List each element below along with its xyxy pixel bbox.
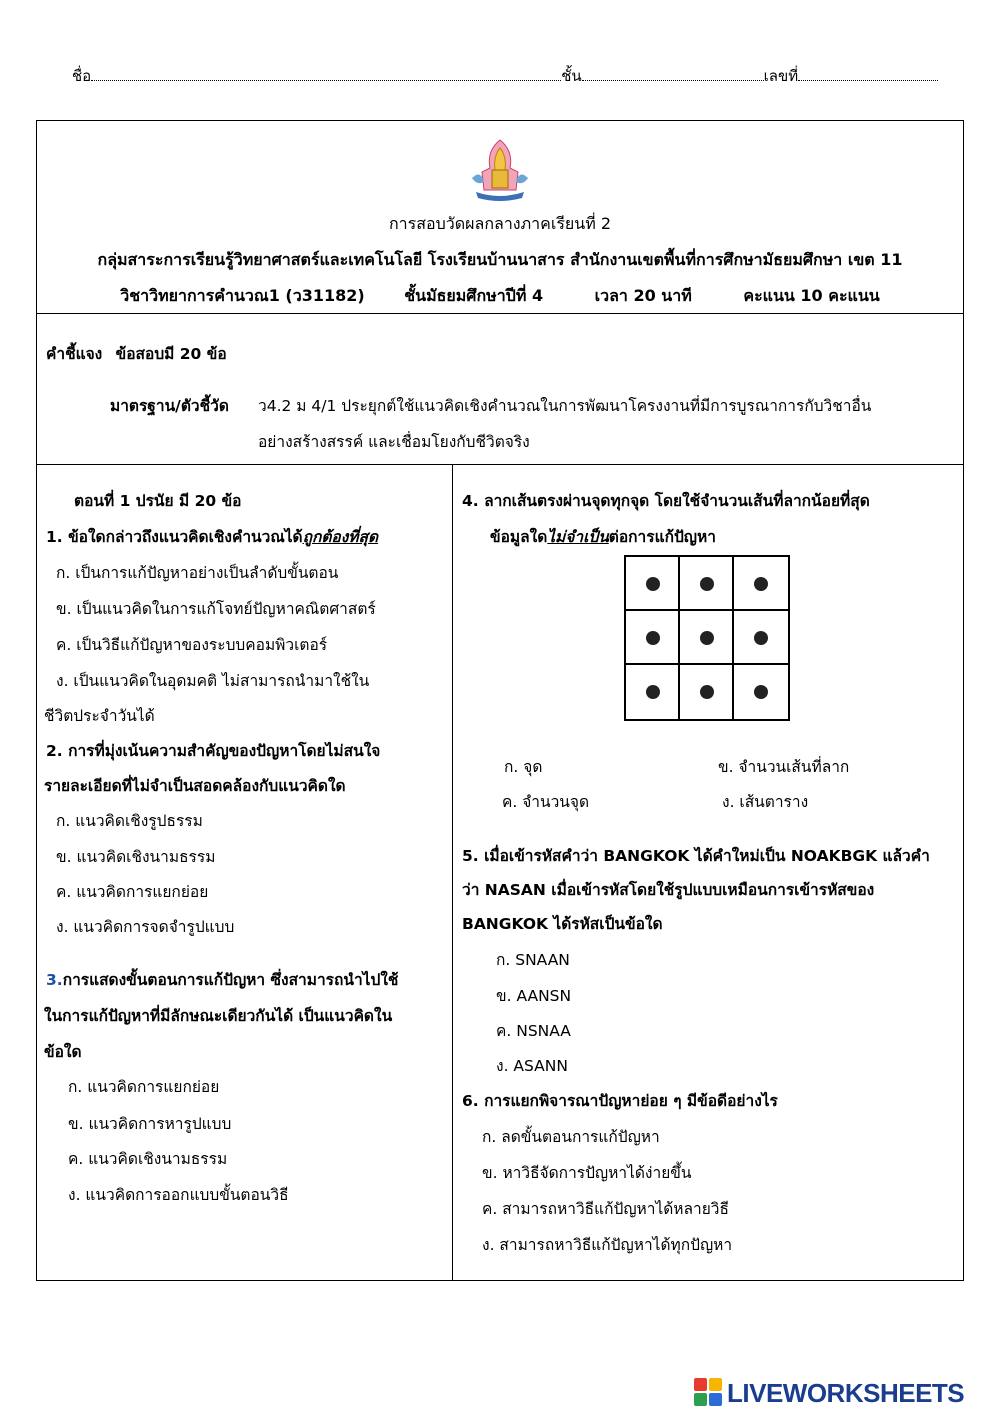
question-4-text: ข้อมูลใด bbox=[490, 528, 548, 546]
name-blank[interactable] bbox=[91, 66, 561, 81]
q1-option-c[interactable]: ค. เป็นวิธีแก้ปัญหาของระบบคอมพิวเตอร์ bbox=[56, 636, 328, 654]
q4-option-a[interactable]: ก. จุด bbox=[504, 758, 543, 776]
grid-cell bbox=[626, 611, 680, 665]
question-3-number: 3. bbox=[46, 971, 63, 989]
q6-option-b[interactable]: ข. หาวิธีจัดการปัญหาได้ง่ายขึ้น bbox=[482, 1164, 692, 1182]
q3-option-c[interactable]: ค. แนวคิดเชิงนามธรรม bbox=[68, 1150, 228, 1168]
instructions-text: ข้อสอบมี 20 ข้อ bbox=[115, 345, 227, 363]
grid-cell bbox=[626, 665, 680, 719]
grid-dot bbox=[700, 577, 714, 591]
question-2-line-2: รายละเอียดที่ไม่จำเป็นสอดคล้องกับแนวคิดใด bbox=[44, 777, 346, 795]
question-1 bbox=[46, 524, 378, 549]
grid-cell bbox=[680, 611, 734, 665]
grid-cell bbox=[734, 611, 788, 665]
q2-option-c[interactable]: ค. แนวคิดการแยกย่อย bbox=[56, 883, 209, 901]
q1-option-a[interactable]: ก. เป็นการแก้ปัญหาอย่างเป็นลำดับขั้นตอน bbox=[56, 564, 339, 582]
liveworksheets-text: LIVEWORKSHEETS bbox=[727, 1377, 965, 1408]
question-4-line-1: 4. ลากเส้นตรงผ่านจุดทุกจุด โดยใช้จำนวนเส้นที่ลากน้อยที่สุด bbox=[462, 492, 870, 510]
q6-option-a[interactable]: ก. ลดขั้นตอนการแก้ปัญหา bbox=[482, 1128, 660, 1146]
question-5-line-3: BANGKOK ได้รหัสเป็นข้อใด bbox=[462, 915, 663, 933]
grid-dot bbox=[700, 685, 714, 699]
grade-blank[interactable] bbox=[582, 66, 764, 81]
grade-level: ชั้นมัธยมศึกษาปีที่ 4 bbox=[404, 286, 544, 305]
question-3-line-1 bbox=[46, 967, 398, 992]
grid-cell bbox=[680, 665, 734, 719]
standard-line-2: อย่างสร้างสรรค์ และเชื่อมโยงกับชีวิตจริง bbox=[258, 433, 530, 451]
question-5-line-2: ว่า NASAN เมื่อเข้ารหัสโดยใช้รูปแบบเหมือนการเข้ารหัสของ bbox=[462, 881, 875, 899]
q1-option-d[interactable]: ง. เป็นแนวคิดในอุดมคติ ไม่สามารถนำมาใช้ใน bbox=[56, 672, 370, 690]
number-label: เลขที่ bbox=[763, 67, 799, 85]
standard-line-1: ว4.2 ม 4/1 ประยุกต์ใช้แนวคิดเชิงคำนวณในการพัฒนาโครงงานที่มีการบูรณาการกับวิชาอื่น bbox=[258, 397, 872, 415]
question-2-line-1: 2. การที่มุ่งเน้นความสำคัญของปัญหาโดยไม่สนใจ bbox=[46, 742, 381, 760]
question-4-suffix: ต่อการแก้ปัญหา bbox=[608, 528, 716, 546]
q3-option-a[interactable]: ก. แนวคิดการแยกย่อย bbox=[68, 1078, 220, 1096]
grid-dot bbox=[646, 685, 660, 699]
part-heading: ตอนที่ 1 ปรนัย มี 20 ข้อ bbox=[74, 492, 242, 510]
q5-option-d[interactable]: ง. ASANN bbox=[496, 1057, 568, 1075]
question-4-line-2 bbox=[490, 524, 716, 549]
grade-label: ชั้น bbox=[561, 67, 582, 85]
grid-dot bbox=[646, 631, 660, 645]
grid-dot bbox=[700, 631, 714, 645]
q4-option-b[interactable]: ข. จำนวนเส้นที่ลาก bbox=[718, 758, 850, 776]
question-1-emphasis: ถูกต้องที่สุด bbox=[302, 528, 379, 546]
q3-option-d[interactable]: ง. แนวคิดการออกแบบขั้นตอนวิธี bbox=[68, 1186, 289, 1204]
question-3-text: การแสดงขั้นตอนการแก้ปัญหา ซึ่งสามารถนำไปใช้ bbox=[62, 971, 399, 989]
name-label: ชื่อ bbox=[72, 67, 92, 85]
q2-option-d[interactable]: ง. แนวคิดการจดจำรูปแบบ bbox=[56, 918, 235, 936]
grid-dot bbox=[754, 631, 768, 645]
q4-option-d[interactable]: ง. เส้นตาราง bbox=[722, 793, 809, 811]
q6-option-c[interactable]: ค. สามารถหาวิธีแก้ปัญหาได้หลายวิธี bbox=[482, 1200, 729, 1218]
question-3-line-3: ข้อใด bbox=[44, 1043, 82, 1061]
question-3-line-2: ในการแก้ปัญหาที่มีลักษณะเดียวกันได้ เป็นแนวคิดใน bbox=[44, 1007, 393, 1025]
q1-option-d-cont: ชีวิตประจำวันได้ bbox=[44, 707, 155, 725]
instructions bbox=[46, 341, 227, 366]
number-blank[interactable] bbox=[798, 66, 938, 81]
grid-dot bbox=[646, 577, 660, 591]
q5-option-c[interactable]: ค. NSNAA bbox=[496, 1022, 571, 1040]
q2-option-a[interactable]: ก. แนวคิดเชิงรูปธรรม bbox=[56, 812, 203, 830]
standard-label: มาตรฐาน/ตัวชี้วัด bbox=[110, 397, 229, 415]
header-school-line: กลุ่มสาระการเรียนรู้วิทยาศาสตร์และเทคโนโลยี โรงเรียนบ้านนาสาร สำนักงานเขตพื้นที่การศึกษามัธยมศึกษา เขต 11 bbox=[97, 250, 903, 269]
school-logo bbox=[464, 134, 536, 206]
question-1-text: 1. ข้อใดกล่าวถึงแนวคิดเชิงคำนวณได้ bbox=[46, 528, 303, 546]
header-subject-line bbox=[36, 284, 964, 309]
question-5-line-1: 5. เมื่อเข้ารหัสคำว่า BANGKOK ได้คำใหม่เป็น NOAKBGK แล้วคำ bbox=[462, 847, 930, 865]
grid-dot bbox=[754, 685, 768, 699]
divider-columns bbox=[452, 464, 453, 1280]
q5-option-b[interactable]: ข. AANSN bbox=[496, 987, 572, 1005]
q3-option-b[interactable]: ข. แนวคิดการหารูปแบบ bbox=[68, 1115, 232, 1133]
student-info-line bbox=[72, 64, 938, 88]
liveworksheets-watermark bbox=[694, 1377, 964, 1409]
q2-option-b[interactable]: ข. แนวคิดเชิงนามธรรม bbox=[56, 848, 216, 866]
question-6-line-1: 6. การแยกพิจารณาปัญหาย่อย ๆ มีข้อดีอย่างไร bbox=[462, 1092, 778, 1110]
liveworksheets-logo-icon bbox=[694, 1378, 724, 1408]
q1-option-b[interactable]: ข. เป็นแนวคิดในการแก้โจทย์ปัญหาคณิตศาสตร์ bbox=[56, 600, 376, 618]
exam-title: การสอบวัดผลกลางภาคเรียนที่ 2 bbox=[388, 214, 612, 233]
q5-option-a[interactable]: ก. SNAAN bbox=[496, 951, 570, 969]
time-limit: เวลา 20 นาที bbox=[594, 286, 692, 305]
grid-cell bbox=[734, 665, 788, 719]
instructions-label: คำชี้แจง bbox=[46, 345, 103, 363]
grid-dot bbox=[754, 577, 768, 591]
q4-option-c[interactable]: ค. จำนวนจุด bbox=[502, 793, 590, 811]
grid-cell bbox=[680, 557, 734, 611]
grid-cell bbox=[626, 557, 680, 611]
divider-header bbox=[37, 313, 963, 314]
subject: วิชาวิทยาการคำนวณ1 (ว31182) bbox=[120, 286, 365, 305]
grid-cell bbox=[734, 557, 788, 611]
q6-option-d[interactable]: ง. สามารถหาวิธีแก้ปัญหาได้ทุกปัญหา bbox=[482, 1236, 733, 1254]
divider-instructions bbox=[37, 464, 963, 465]
question-4-emphasis: ไม่จำเป็น bbox=[547, 528, 609, 546]
total-score: คะแนน 10 คะแนน bbox=[743, 286, 880, 305]
dot-grid-figure bbox=[624, 555, 790, 721]
